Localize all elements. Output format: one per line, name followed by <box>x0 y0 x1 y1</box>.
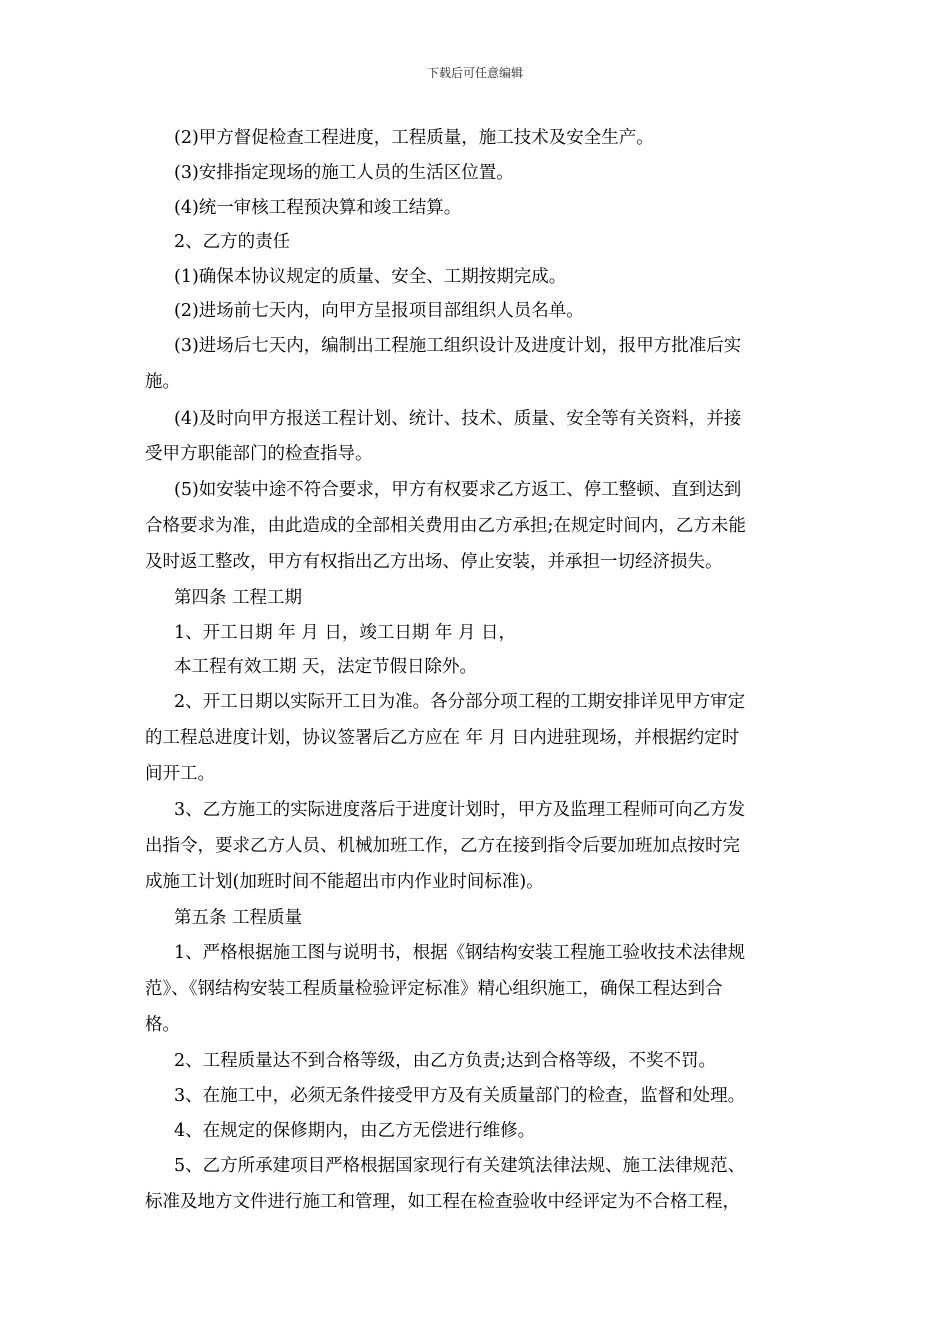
paragraph-line: 及时返工整改，甲方有权指出乙方出场、停止安装，并承担一切经济损失。 <box>145 552 723 572</box>
paragraph-line: 范》、《钢结构安装工程质量检验评定标准》精心组织施工，确保工程达到合 <box>145 979 723 999</box>
header-note: 下载后可任意编辑 <box>426 66 523 80</box>
paragraph-line: (5)如安装中途不符合要求，甲方有权要求乙方返工、停工整顿、直到达到 <box>174 480 742 500</box>
paragraph-line: 2、工程质量达不到合格等级，由乙方负责;达到合格等级，不奖不罚。 <box>174 1051 717 1071</box>
paragraph-line: 格。 <box>145 1015 180 1035</box>
paragraph-line: 1、开工日期 年 月 日，竣工日期 年 月 日， <box>174 623 517 643</box>
paragraph-line: 出指令，要求乙方人员、机械加班工作，乙方在接到指令后要加班加点按时完 <box>145 836 740 856</box>
paragraph-line: 本工程有效工期 天，法定节假日除外。 <box>174 657 478 677</box>
paragraph-line: 的工程总进度计划，协议签署后乙方应在 年 月 日内进驻现场，并根据约定时 <box>145 728 740 748</box>
paragraph-line: (2)进场前七天内，向甲方呈报项目部组织人员名单。 <box>174 301 584 321</box>
section-heading: 2、乙方的责任 <box>174 232 291 252</box>
paragraph-line: 成施工计划(加班时间不能超出市内作业时间标准)。 <box>145 872 544 892</box>
paragraph-line: 施。 <box>145 372 180 392</box>
paragraph-line: (4)及时向甲方报送工程计划、统计、技术、质量、安全等有关资料，并接 <box>174 409 742 429</box>
paragraph-line: (1)确保本协议规定的质量、安全、工期按期完成。 <box>174 267 567 287</box>
paragraph-line: 间开工。 <box>145 764 215 784</box>
paragraph-line: 受甲方职能部门的检查指导。 <box>145 444 373 464</box>
paragraph-line: 2、开工日期以实际开工日为准。各分部分项工程的工期安排详见甲方审定 <box>174 692 746 712</box>
paragraph-line: (3)进场后七天内，编制出工程施工组织设计及进度计划，报甲方批准后实 <box>174 336 742 356</box>
paragraph-line: (4)统一审核工程预决算和竣工结算。 <box>174 198 462 218</box>
paragraph-line: 标准及地方文件进行施工和管理，如工程在检查验收中经评定为不合格工程， <box>145 1192 740 1212</box>
paragraph-line: 1、严格根据施工图与说明书，根据《钢结构安装工程施工验收技术法律规 <box>174 943 746 963</box>
paragraph-line: (3)安排指定现场的施工人员的生活区位置。 <box>174 163 514 183</box>
paragraph-line: 3、乙方施工的实际进度落后于进度计划时，甲方及监理工程师可向乙方发 <box>174 800 746 820</box>
paragraph-line: 5、乙方所承建项目严格根据国家现行有关建筑法律法规、施工法律规范、 <box>174 1156 746 1176</box>
paragraph-line: (2)甲方督促检查工程进度，工程质量，施工技术及安全生产。 <box>174 128 654 148</box>
paragraph-line: 合格要求为准，由此造成的全部相关费用由乙方承担;在规定时间内，乙方未能 <box>145 516 746 536</box>
paragraph-line: 4、在规定的保修期内，由乙方无偿进行维修。 <box>174 1121 536 1141</box>
article-heading: 第五条 工程质量 <box>174 908 303 928</box>
article-heading: 第四条 工程工期 <box>174 588 303 608</box>
paragraph-line: 3、在施工中，必须无条件接受甲方及有关质量部门的检查，监督和处理。 <box>174 1086 746 1106</box>
